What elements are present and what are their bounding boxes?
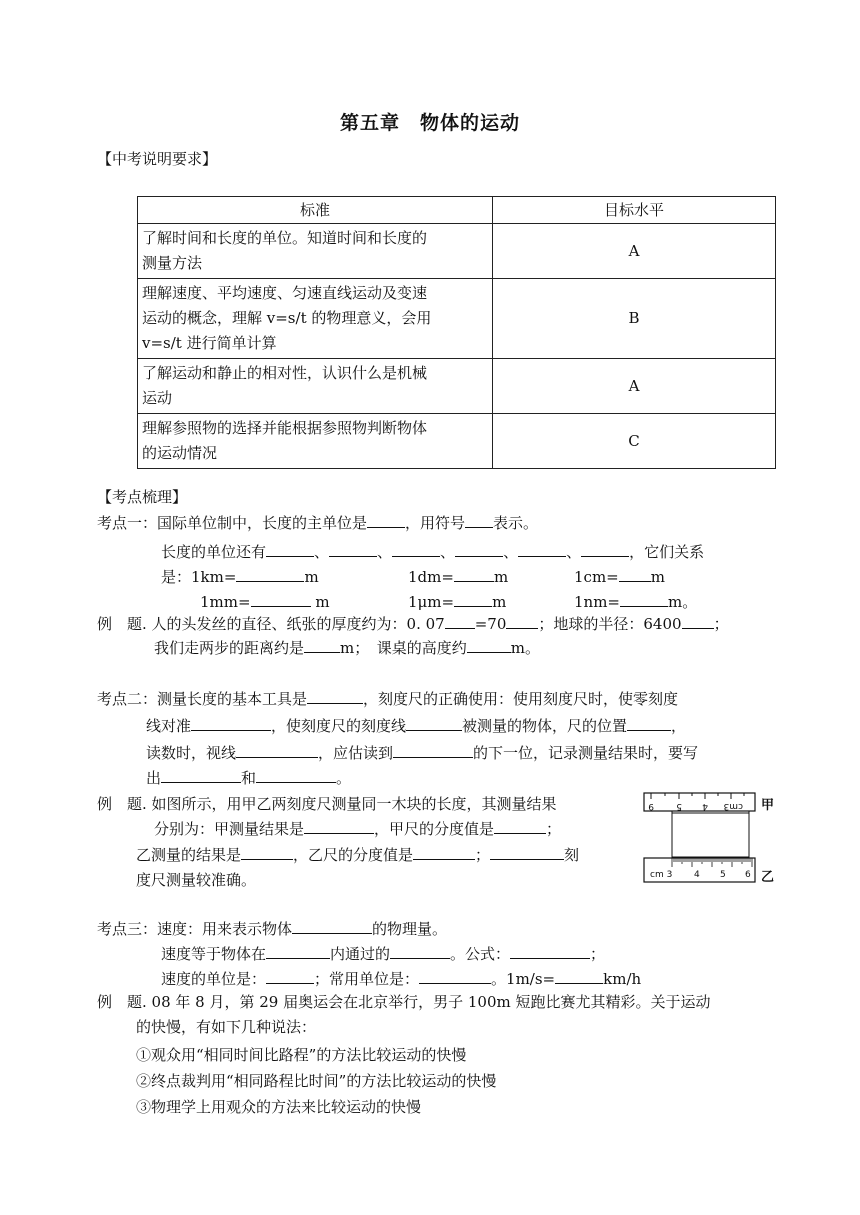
- standard-cell: 理解参照物的选择并能根据参照物判断物体 的运动情况: [138, 414, 493, 469]
- point1-line4-a: 1mm= m: [200, 593, 330, 611]
- ruler-figure: [641, 791, 781, 891]
- level-cell: A: [493, 224, 776, 279]
- ruler-bottom-tick: 6: [745, 870, 751, 880]
- point2-line3: 读数时，视线 ，应估读到 的下一位，记录测量结果时，要写: [146, 744, 699, 762]
- point1-line1: 考点一：国际单位制中，长度的主单位是 ，用符号 表示。: [97, 514, 539, 532]
- standard-cell: 了解时间和长度的单位。知道时间和长度的 测量方法: [138, 224, 493, 279]
- example2-line3: 乙测量的结果是 ，乙尺的分度值是 ； 刻: [136, 846, 580, 864]
- ruler-top-tick: 4: [702, 801, 708, 811]
- header-level: 目标水平: [493, 197, 776, 224]
- ruler-bottom-label: 乙: [761, 870, 775, 885]
- example3-item3: ③物理学上用观众的方法来比较运动的快慢: [136, 1098, 422, 1116]
- table-row: [138, 279, 776, 359]
- table-row: [138, 359, 776, 414]
- point2-line1: 考点二：测量长度的基本工具是 ，刻度尺的正确使用：使用刻度尺时，使零刻度: [97, 690, 679, 708]
- point1-line4-c: 1nm= m。: [574, 593, 698, 611]
- ruler-bottom-tick: 5: [720, 870, 726, 880]
- ruler-top-tick: 9: [648, 801, 654, 811]
- example1-line2: 我们走两步的距离约是 m； 课桌的高度约 m。: [154, 639, 540, 657]
- example2-line1: 例 题. 如图所示，用甲乙两刻度尺测量同一木块的长度，其测量结果: [97, 795, 557, 813]
- requirements-heading: 【中考说明要求】: [97, 150, 218, 168]
- example3-item1: ①观众用“相同时间比路程”的方法比较运动的快慢: [136, 1046, 467, 1064]
- point1-line2: 长度的单位还有 、 、 、 、 、 ，它们关系: [161, 543, 705, 561]
- point3-line3: 速度的单位是： ；常用单位是： 。1m/s= km/h: [161, 970, 642, 988]
- wood-block: [672, 813, 749, 857]
- standards-table: [137, 196, 776, 469]
- level-cell: B: [493, 279, 776, 359]
- standard-cell: 了解运动和静止的相对性，认识什么是机械 运动: [138, 359, 493, 414]
- ruler-bottom-tick: cm 3: [650, 870, 673, 880]
- ruler-top-tick: cm3: [723, 801, 743, 811]
- point1-line4-b: 1μm= m: [408, 593, 507, 611]
- table-header-row: [138, 197, 776, 224]
- ruler-top-tick: 5: [676, 801, 682, 811]
- point1-line3-a: 是：1km= m: [161, 568, 319, 586]
- example2-line2: 分别为：甲测量结果是 ，甲尺的分度值是 ；: [154, 820, 562, 838]
- standard-cell: 理解速度、平均速度、匀速直线运动及变速 运动的概念，理解 v=s/t 的物理意义，会用 v=s/t 进行简单计算: [138, 279, 493, 359]
- point2-line2: 线对准 ，使刻度尺的刻度线 被测量的物体，尺的位置 ，: [146, 717, 687, 735]
- review-heading: 【考点梳理】: [97, 488, 188, 506]
- example3-item2: ②终点裁判用“相同路程比时间”的方法比较运动的快慢: [136, 1072, 497, 1090]
- table-row: [138, 224, 776, 279]
- level-cell: A: [493, 359, 776, 414]
- table-row: [138, 414, 776, 469]
- point3-line1: 考点三：速度：用来表示物体 的物理量。: [97, 920, 448, 938]
- example2-line4: 度尺测量较准确。: [136, 871, 257, 889]
- level-cell: C: [493, 414, 776, 469]
- point1-line3-b: 1dm= m: [408, 568, 509, 586]
- point3-line2: 速度等于物体在 内通过的 。公式： ；: [161, 945, 606, 963]
- example3-line1: 例 题. 08 年 8 月，第 29 届奥运会在北京举行，男子 100m 短跑比赛尤其精彩。关于运动: [97, 993, 711, 1011]
- ruler-top-label: 甲: [761, 798, 775, 813]
- example3-line2: 的快慢，有如下几种说法：: [136, 1018, 317, 1036]
- point1-line3-c: 1cm= m: [574, 568, 665, 586]
- header-standard: 标准: [138, 197, 493, 224]
- ruler-bottom-tick: 4: [694, 870, 700, 880]
- page-title: 第五章 物体的运动: [339, 112, 520, 134]
- example1-line1: 例 题. 人的头发丝的直径、纸张的厚度约为：0. 07 =70 ；地球的半径：6400 ；: [97, 615, 729, 633]
- point2-line4: 出 和 。: [146, 769, 352, 787]
